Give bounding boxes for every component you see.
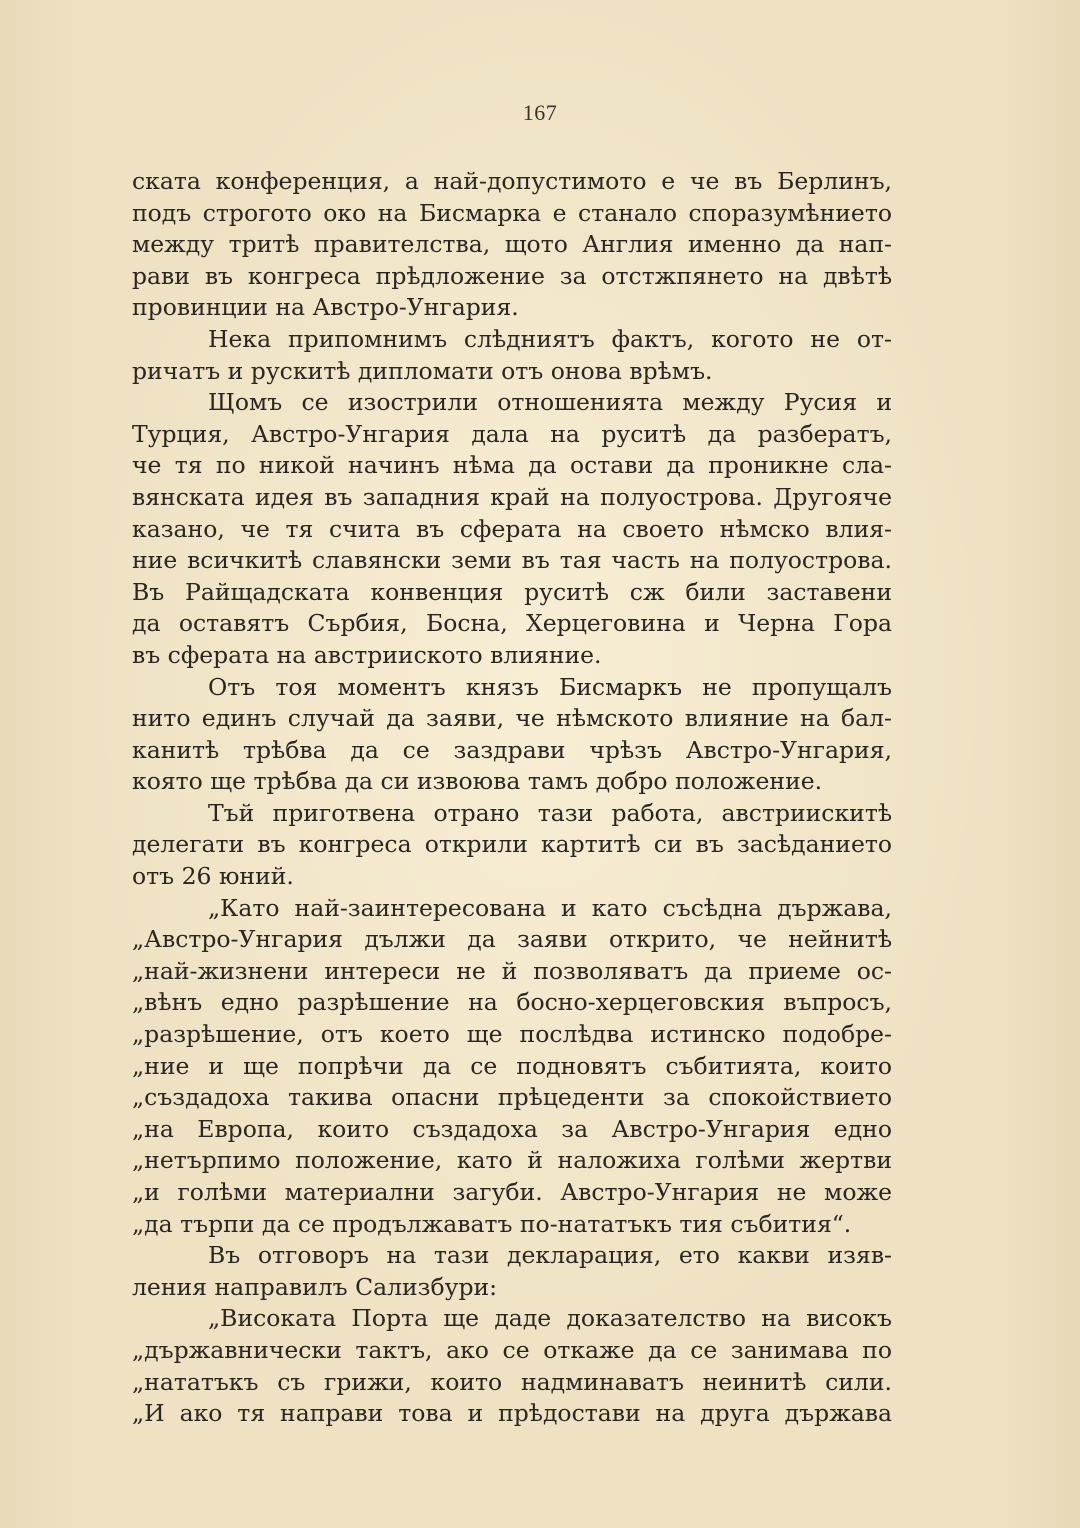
text-line: провинции на Австро-Унгария. bbox=[132, 293, 519, 322]
text-line: Въ Райщадската конвенция руситѣ сж били заставени bbox=[132, 577, 892, 606]
text-line: „вѣнъ едно разрѣшение на босно-херцеговския въпросъ, bbox=[132, 988, 892, 1017]
text-line: въ сферата на австрииското влияние. bbox=[132, 640, 602, 669]
paragraph bbox=[132, 893, 892, 1241]
text-line: Отъ тоя моментъ князъ Бисмаркъ не пропущалъ bbox=[208, 672, 892, 701]
text-line: Нека припомнимъ слѣдниятъ фактъ, когото не от- bbox=[208, 324, 892, 353]
text-line: Въ отговоръ на тази декларация, ето какви изяв- bbox=[208, 1241, 892, 1270]
text-line: ние всичкитѣ славянски земи въ тая часть на полуострова. bbox=[132, 546, 892, 575]
text-line: „на Европа, които създадоха за Австро-Унгария едно bbox=[132, 1114, 892, 1143]
text-line: да оставятъ Сърбия, Босна, Херцеговина и Черна Гора bbox=[132, 609, 892, 638]
paragraph bbox=[132, 798, 892, 893]
text-line: ричатъ и рускитѣ дипломати отъ онова врѣмъ. bbox=[132, 356, 713, 385]
text-line: че тя по никой начинъ нѣма да остави да проникне сла- bbox=[132, 451, 892, 480]
page-number: 167 bbox=[522, 100, 558, 125]
text-line: „ние и ще попрѣчи да се подновятъ събитията, които bbox=[132, 1051, 892, 1080]
text-line: Турция, Австро-Унгария дала на руситѣ да разбератъ, bbox=[132, 419, 892, 448]
paragraph bbox=[132, 387, 892, 671]
text-line: Щомъ се изострили отношенията между Русия и bbox=[208, 388, 892, 417]
text-line: „разрѣшение, отъ което ще послѣдва истинско подобре- bbox=[132, 1020, 892, 1049]
text-line: делегати въ конгреса открили картитѣ си въ засѣданието bbox=[132, 830, 892, 859]
text-line: „най-жизнени интереси не й позволяватъ да приеме ос- bbox=[132, 956, 892, 985]
text-line: канитѣ трѣбва да се заздрави чрѣзъ Австро-Унгария, bbox=[132, 735, 892, 764]
text-line: „да търпи да се продължаватъ по-нататъкъ тия събития“. bbox=[132, 1209, 852, 1238]
text-line: „Високата Порта ще даде доказателство на високъ bbox=[208, 1304, 892, 1333]
text-line: отъ 26 юний. bbox=[132, 862, 294, 891]
text-line: „Като най-заинтересована и като съсѣдна държава, bbox=[208, 893, 892, 922]
text-line: „нататъкъ съ грижи, които надминаватъ неинитѣ сили. bbox=[132, 1367, 892, 1396]
text-line: ления направилъ Сализбури: bbox=[132, 1272, 498, 1301]
text-line: която ще трѣбва да си извоюва тамъ добро положение. bbox=[132, 767, 823, 796]
text-line: „Австро-Унгария дължи да заяви открито, че нейнитѣ bbox=[132, 925, 892, 954]
paragraph bbox=[132, 672, 892, 798]
text-line: казано, че тя счита въ сферата на своето нѣмско влия- bbox=[132, 514, 892, 543]
paragraph bbox=[132, 1303, 892, 1429]
text-body bbox=[132, 166, 892, 1430]
text-line: „нетърпимо положение, като й наложиха голѣми жертви bbox=[132, 1146, 892, 1175]
text-line: вянската идея въ западния край на полуострова. Другояче bbox=[132, 482, 892, 511]
paragraph bbox=[132, 1240, 892, 1303]
text-line: „и голѣми материални загуби. Австро-Унгария не може bbox=[132, 1178, 892, 1206]
text-line: рави въ конгреса прѣдложение за отстжпянето на двѣтѣ bbox=[132, 261, 892, 290]
text-line: ската конференция, а най-допустимото е че въ Берлинъ, bbox=[132, 167, 892, 195]
text-line: „държавнически тактъ, ако се откаже да се занимава по bbox=[132, 1335, 892, 1364]
text-line: между тритѣ правителства, щото Англия именно да нап- bbox=[132, 230, 892, 259]
text-line: нито единъ случай да заяви, че нѣмското влияние на бал- bbox=[132, 704, 892, 733]
text-line: „създадоха такива опасни прѣцеденти за спокойствието bbox=[132, 1083, 892, 1112]
text-line: „И ако тя направи това и прѣдостави на друга държава bbox=[132, 1399, 892, 1428]
paragraph bbox=[132, 166, 892, 324]
text-line: Тъй приготвена отрано тази работа, австриискитѣ bbox=[208, 798, 892, 827]
paragraph bbox=[132, 324, 892, 387]
text-line: подъ строгото око на Бисмарка е станало споразумѣнието bbox=[132, 198, 892, 227]
